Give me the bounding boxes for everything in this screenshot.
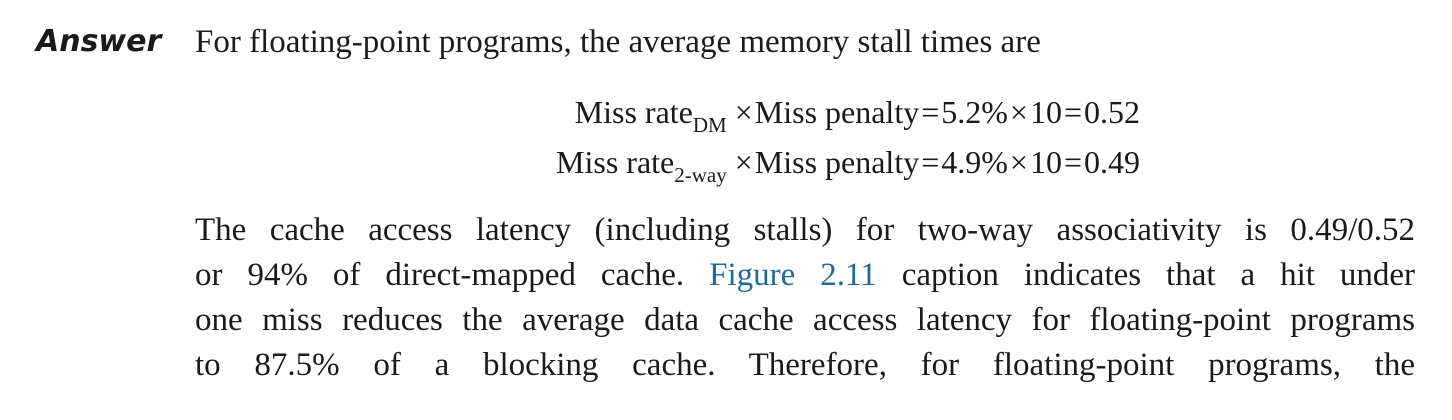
answer-label: Answer [36,24,162,59]
paragraph-text: caption indicates that a hit under [901,257,1416,293]
eq-lhs-subscript: DM [692,113,727,137]
eq-equals-operator: = [921,144,940,180]
eq-rate: 4.9% [941,144,1008,180]
answer-paragraph [195,208,1415,388]
eq-times-operator: × [1009,144,1028,180]
intro-sentence: For floating-point programs, the average memory stall times are [195,24,1041,60]
eq-equals-operator: = [1063,94,1082,130]
equation-two-way [556,142,1140,186]
paragraph-line: to 87.5% of a blocking cache. Therefore, for floating-point programs, the [195,347,1415,383]
paragraph-line [195,253,1415,298]
eq-rate: 5.2% [941,94,1008,130]
eq-result: 0.49 [1084,144,1140,180]
eq-factor: 10 [1029,144,1062,180]
eq-result: 0.52 [1084,94,1140,130]
paragraph-line: one miss reduces the average data cache access latency for floating-point programs [195,302,1415,338]
figure-link[interactable]: Figure 2.11 [709,257,877,293]
eq-lhs-subscript: 2-way [674,163,727,187]
eq-times-operator: × [734,94,753,130]
eq-equals-operator: = [1063,144,1082,180]
eq-penalty: Miss penalty [754,94,920,130]
eq-times-operator: × [1009,94,1028,130]
eq-equals-operator: = [921,94,940,130]
eq-factor: 10 [1029,94,1062,130]
eq-times-operator: × [734,144,753,180]
eq-penalty: Miss penalty [754,144,920,180]
paragraph-line: The cache access latency (including stalls) for two-way associativity is 0.49/0.52 [195,212,1415,248]
paragraph-text: or 94% of direct-mapped cache. [195,257,685,293]
equation-direct-mapped [575,92,1140,136]
eq-lhs-main: Miss rate [574,94,693,130]
eq-lhs-main: Miss rate [556,144,675,180]
